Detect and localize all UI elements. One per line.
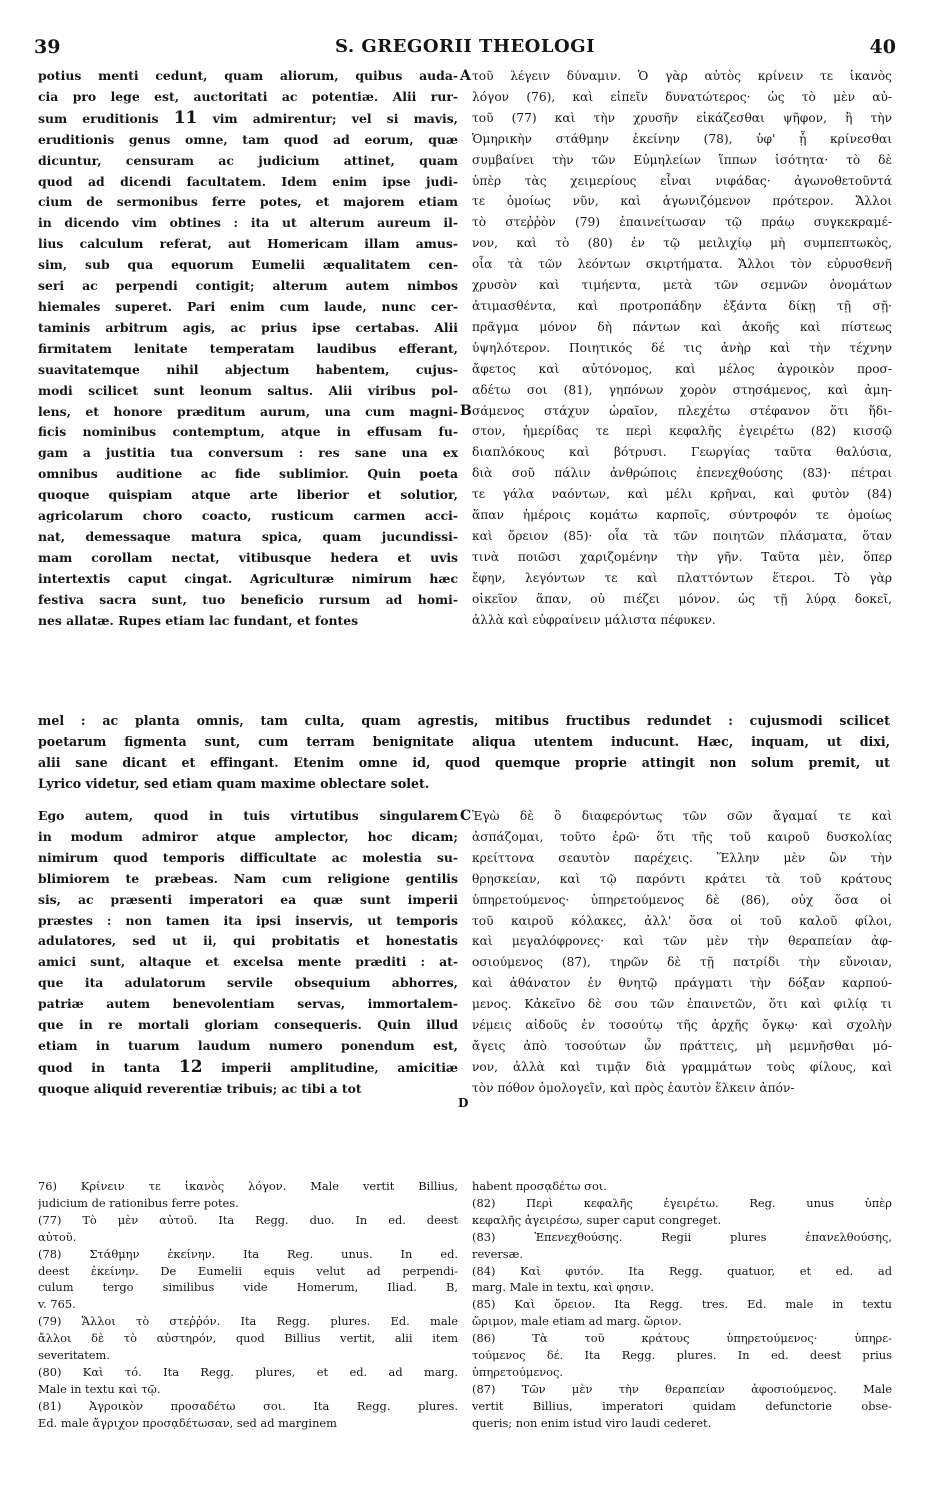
latin-text-line: Ego autem, quod in tuis virtutibus singularem [38, 808, 458, 823]
margin-letter-d: D [458, 1096, 469, 1110]
greek-text-line: τοῦ λέγειν δύναμιν. Ὁ γὰρ αὐτὸς κρίνειν τε ἱκανὸς [472, 69, 892, 83]
greek-text-line: ἅπαν ἡμέροις κομάτω καρποῖς, σύντροφόν τε ὁμοίως [472, 508, 892, 523]
latin-text-line: sum eruditionis 11 vim admirentur; vel si mavis, [38, 107, 458, 128]
greek-text-line: τοῦ καιροῦ κόλακες, ἀλλ' ὅσα οἱ τοῦ καλοῦ φίλοι, [472, 913, 892, 928]
latin-text-line: intertextis caput cingat. Agriculturæ nimirum hæc [38, 570, 458, 586]
greek-text-line: νον, καὶ τὸ (80) ἐν τῷ μειλιχίῳ μὴ συμπεπτωκὸς, [472, 236, 892, 251]
footnote-line: (84) Καὶ φυτόν. Ita Regg. quatuor, et ed. ad [472, 1263, 892, 1278]
latin-text-line: agricolarum choro coacto, rusticum carmen acci- [38, 508, 458, 524]
greek-text-line: σάμενος στάχυν ὡραῖον, πλεχέτω στέφανον ὅτι ἥδι- [472, 403, 892, 418]
latin-text-line: nat, demessaque matura spica, quam jucundissi- [38, 528, 458, 544]
running-header [34, 36, 896, 62]
latin-text-line: ficis nominibus contemptum, atque in effusam fu- [38, 424, 458, 440]
footnote-line: vertit Billius, imperatori quidam defunctorie obse- [472, 1398, 892, 1413]
greek-text-line: τε γάλα ναόντων, καὶ μέλι κρῆναι, καὶ φυτὸν (84) [472, 487, 892, 502]
latin-text-line: eruditionis genus omne, tam quod ad eorum, quæ [38, 131, 458, 147]
greek-text-line: τε ὁμοίως νῦν, καὶ ἀγωνιζόμενον πρότερον. Ἄλλοι [472, 194, 892, 209]
footnote-line: (82) Περὶ κεφαλῆς ἐγειρέτω. Reg. unus ὑπὲρ [472, 1195, 892, 1210]
greek-text-line: τινὰ ποιῶσι χαριζομένην τὴν γῆν. Ταῦτα μὲν, ὅπερ [472, 549, 892, 564]
greek-text-line: οσιούμενος (87), τηρῶν δὲ τῇ πατρίδι τὴν εὔνοιαν, [472, 955, 892, 970]
latin-text-line: modi scilicet sunt leonum saltus. Alii viribus pol- [38, 382, 458, 398]
greek-text-line: οἰκεῖον ἅπαν, οὐ πιέζει μόνον. ὡς τῇ λύρᾳ δοκεῖ, [472, 591, 892, 606]
running-title: S. GREGORII THEOLOGI [335, 36, 595, 57]
footnote-line: severitatem. [38, 1348, 110, 1363]
greek-text-line: μενος. Κἀκεῖνο δὲ σου τῶν ἐπαινετῶν, ὅτι καὶ φιλίᾳ τι [472, 997, 892, 1012]
greek-text-line: διαπλόκους καὶ βότρυσι. Γεωργίας ταῦτα θαλύσια, [472, 445, 892, 460]
latin-text-line: alii sane dicant et effingant. Etenim omne id, quod quemque proprie attingit non solum premit, ut [38, 754, 890, 770]
margin-letter-c: C [460, 808, 472, 824]
greek-text-line: συμβαίνει τὴν τῶν Εὐμηλείων ἵππων ἰσότητα· τὸ δὲ [472, 152, 892, 167]
latin-text-line: gam a justitia tua conversum : res sane una ex [38, 445, 458, 461]
latin-text-line: quoque quispiam atque arte liberior et solutior, [38, 487, 458, 503]
greek-text-line: λόγον (76), καὶ εἰπεῖν δυνατώτερος· ὡς τὸ μὲν αὐ- [472, 89, 892, 104]
latin-column-upper [38, 66, 458, 631]
footnote-line: (79) Ἄλλοι τὸ στεῤῥόν. Ita Regg. plures. Ed. male [38, 1314, 458, 1329]
latin-text-line: cia pro lege est, auctoritati ac potentiæ. Alii rur- [38, 88, 458, 104]
latin-text-line: adulatores, sed ut ii, qui probitatis et honestatis [38, 933, 458, 949]
footnote-line: reversæ. [472, 1246, 523, 1261]
footnote-line: habent προσᾳδέτω σοι. [472, 1179, 607, 1193]
greek-column-upper [472, 66, 892, 630]
latin-text-line: lens, et honore præditum aurum, una cum magni- [38, 403, 458, 419]
latin-text-line: amici sunt, altaque et excelsa mente præditi : at- [38, 954, 458, 970]
latin-text-line: quod in tanta 12 imperii amplitudine, amicitiæ [38, 1056, 458, 1077]
greek-text-line: ὑψηλότερον. Ποιητικός δέ τις ἀνὴρ καὶ τὴν τέχνην [472, 340, 892, 355]
page-number-left: 39 [34, 36, 61, 58]
latin-text-line: blimiorem te præbeas. Nam cum religione gentilis [38, 870, 458, 886]
footnote-line: ὥριμον, male etiam ad marg. ὥριον. [472, 1314, 682, 1329]
greek-text-line: οἷα τὰ τῶν λεόντων σκιρτήματα. Ἄλλοι τὸν εὐρυσθενῆ [472, 257, 892, 272]
greek-text-line: νέμεις αἰδοῦς ἐν τοσούτῳ τῆς ἀρχῆς ὄγκῳ· καὶ σχολὴν [472, 1018, 892, 1033]
footnote-line: (78) Στάθμην ἐκείνην. Ita Reg. unus. In ed. [38, 1246, 458, 1261]
greek-text-line: διὰ σοῦ πάλιν ἀνθρώποις ἐπενεχθούσης (83)· πέτραι [472, 466, 892, 481]
latin-text-line: quod ad dicendi facultatem. Idem enim ipse judi- [38, 173, 458, 189]
footnotes-right [472, 1178, 892, 1432]
footnote-line: τούμενος δέ. Ita Regg. plures. In ed. deest prius [472, 1348, 892, 1363]
footnote-line: queris; non enim istud viro laudi cederet. [472, 1415, 712, 1430]
greek-text-line: ἄγεις ἀπὸ τοσούτων ὧν πράττεις, μὴ μεμνῆσθαι μό- [472, 1038, 892, 1053]
latin-text-line: dicuntur, censuram ac judicium attinet, quam [38, 152, 458, 168]
latin-text-line: sim, sub qua equorum Eumelii æqualitatem cen- [38, 257, 458, 273]
page-number-right: 40 [869, 36, 896, 58]
latin-text-line: patriæ autem benevolentiam servas, immortalem- [38, 996, 458, 1012]
footnote-line: αὐτοῦ. [38, 1229, 77, 1244]
greek-text-line: αδέτω σοι (81), γηπόνων χορὸν στησάμενος, καὶ ἀμη- [472, 382, 892, 397]
latin-text-line: potius menti cedunt, quam aliorum, quibus auda- [38, 68, 458, 83]
footnote-line: ὑπηρετούμενος. [472, 1364, 564, 1379]
latin-text-line: in modum admiror atque amplector, hoc dicam; [38, 828, 458, 844]
footnote-line: v. 765. [38, 1297, 76, 1312]
latin-text-line: etiam in tuarum laudum numero ponendum est, [38, 1037, 458, 1053]
latin-text-line: firmitatem lenitate temperatam laudibus efferant, [38, 340, 458, 356]
latin-text-line: præstes : non tamen ita ipsi inservis, ut temporis [38, 912, 458, 928]
latin-full-width-paragraph [38, 711, 890, 795]
greek-text-line: καὶ ἀθάνατον ἐν θνητῷ πράγματι τὴν δόξαν καρπού- [472, 976, 892, 991]
column-number-marker: 12 [178, 1056, 203, 1077]
latin-text-line: Lyrico videtur, sed etiam quam maxime oblectare solet. [38, 775, 430, 791]
latin-text-line: lius calculum referat, aut Homericam illam amus- [38, 236, 458, 252]
greek-text-line: τὸ στεῤῥὸν (79) ἐπαινείτωσαν τῷ πράῳ συγκεκραμέ- [472, 215, 892, 230]
greek-text-line: τὸν πόθον ὁμολογεῖν, καὶ πρὸς ἑαυτὸν ἕλκειν ἀπόν- [472, 1080, 795, 1095]
latin-text-line: omnibus auditione ac fide sublimior. Quin poeta [38, 466, 458, 482]
greek-text-line: νον, ἀλλὰ καὶ τιμᾷν διὰ γραμμάτων τοὺς φίλους, καὶ [472, 1059, 892, 1074]
footnote-line: ἄλλοι δὲ τὸ αὐστηρόν, quod Billius vertit, alii item [38, 1331, 458, 1346]
greek-text-line: ἀσπάζομαι, τοῦτο ἐρῶ· ὅτι τῆς τοῦ καιροῦ δυσκολίας [472, 829, 892, 844]
margin-letter-a: A [460, 68, 471, 84]
latin-text-line: que ita adulatorum servile obsequium abhorres, [38, 975, 458, 991]
greek-text-line: ἔφην, λεγόντων τε καὶ πλαττόντων ἕτεροι. Τὸ γὰρ [472, 570, 892, 585]
footnote-line: (85) Καὶ ὄρειον. Ita Regg. tres. Ed. male in textu [472, 1297, 892, 1312]
footnote-line: deest ἐκείνην. De Eumelii equis velut ad perpendi- [38, 1263, 458, 1278]
latin-text-line: poetarum figmenta sunt, cum terram benignitate aliqua utentem inducunt. Hæc, inquam, ut dixi, [38, 733, 890, 749]
footnote-line: culum tergo similibus vide Homerum, Iliad. B, [38, 1280, 458, 1295]
greek-text-line: χρυσὸν καὶ τιμήεντα, μετὰ τῶν σεμνῶν ὀνομάτων [472, 278, 892, 293]
latin-text-line: nes allatæ. Rupes etiam lac fundant, et fontes [38, 612, 359, 628]
column-number-marker: 11 [173, 107, 198, 128]
footnote-line: (81) Ἀγροικὸν προσαδέτω σοι. Ita Regg. plures. [38, 1398, 458, 1413]
latin-text-line: in dicendo vim obtines : ita ut alterum aureum il- [38, 215, 458, 231]
footnotes-left [38, 1178, 458, 1432]
greek-text-line: ὑπηρετούμενος· ὑπηρετούμενος δὲ (86), οὐχ ὅσα οἱ [472, 892, 892, 907]
greek-text-line: ἄφετος καὶ αὐτόνομος, καὶ μέλος ἀγροικὸν προσ- [472, 361, 892, 376]
greek-text-line: ὑπὲρ τὰς χειμερίους εἶναι νιφάδας· ἀγωνοθετοῦντά [472, 173, 892, 188]
latin-text-line: suavitatemque nihil abjectum habentem, cujus- [38, 361, 458, 377]
footnote-line: (87) Τῶν μὲν τὴν θεραπείαν ἀφοσιούμενος. Male [472, 1381, 892, 1396]
latin-text-line: taminis arbitrum agis, ac prius ipse certabas. Alii [38, 319, 458, 335]
greek-text-line: πρᾶγμα μόνον δὴ πάντων καὶ ἀκοῆς καὶ πίστεως [472, 319, 892, 334]
latin-text-line: que in re mortali gloriam consequeris. Quin illud [38, 1017, 458, 1033]
latin-text-line: mel : ac planta omnis, tam culta, quam agrestis, mitibus fructibus redundet : cujusmodi scilicet [38, 713, 890, 728]
footnote-line: marg. Male in textu, καὶ φησιν. [472, 1280, 655, 1295]
greek-text-line: Ὁμηρικὴν στάθμην ἐκείνην (78), ὑφ' ᾗ κρίνεσθαι [472, 131, 892, 146]
latin-text-line: sis, ac præsenti imperatori ea quæ sunt imperii [38, 891, 458, 907]
latin-text-line: festiva sacra sunt, tuo beneficio rursum ad homi- [38, 591, 458, 607]
footnote-line: (77) Τὸ μὲν αὐτοῦ. Ita Regg. duo. In ed. deest [38, 1212, 458, 1227]
footnote-line: Male in textu καὶ τῷ. [38, 1381, 161, 1396]
latin-text-line: quoque aliquid reverentiæ tribuis; ac tibi a tot [38, 1080, 362, 1096]
greek-text-line: ἀτιμασθέντα, καὶ προτροπάδην ἐξάντα δίκῃ τῇ σῇ· [472, 298, 892, 313]
latin-text-line: hiemales superet. Pari enim cum laude, nunc cer- [38, 298, 458, 314]
greek-text-line: κρείττονα σεαυτὸν παρέχεις. Ἕλλην μὲν ὢν τὴν [472, 850, 892, 865]
greek-text-line: θρησκείαν, καὶ τῷ παρόντι κράτει τὰ τοῦ κράτους [472, 871, 892, 886]
footnote-line: κεφαλῆς ἀγειρέσω, super caput congreget. [472, 1212, 722, 1227]
latin-text-line: seri ac perpendi contigit; alterum autem nimbos [38, 278, 458, 294]
greek-text-line: τοῦ (77) καὶ τὴν χρυσῆν εἰκάζεσθαι ψῆφον, ἢ τὴν [472, 110, 892, 125]
greek-text-line: ἀλλὰ καὶ εὐφραίνειν μάλιστα πέφυκεν. [472, 612, 716, 627]
greek-text-line: καὶ μεγαλόφρονες· καὶ τῶν μὲν τὴν θεραπείαν ἀφ- [472, 934, 892, 949]
greek-text-line: Ἐγὼ δὲ ὃ διαφερόντως τῶν σῶν ἄγαμαί τε καὶ [472, 809, 892, 823]
footnote-line: judicium de rationibus ferre potes. [38, 1195, 239, 1210]
footnote-line: Ed. male ἄγριχον προσᾳδέτωσαν, sed ad marginem [38, 1415, 337, 1430]
greek-text-line: καὶ ὄρειον (85)· οἷα τὰ τῶν ποιητῶν πλάσματα, ὅταν [472, 528, 892, 543]
latin-text-line: mam corollam nectat, vitibusque hedera et uvis [38, 549, 458, 565]
latin-column-lower [38, 806, 458, 1100]
footnote-line: 76) Κρίνειν τε ἱκανὸς λόγον. Male vertit Billius, [38, 1179, 458, 1193]
footnote-line: (83) Ἐπενεχθούσης. Regii plures ἐπανελθούσης, [472, 1229, 892, 1244]
greek-column-lower [472, 806, 892, 1099]
margin-letter-b: B [460, 403, 472, 419]
footnote-line: (86) Τὰ τοῦ κράτους ὑπηρετούμενος· ὑπηρε- [472, 1331, 892, 1346]
footnote-line: (80) Καὶ τό. Ita Regg. plures, et ed. ad marg. [38, 1364, 458, 1379]
greek-text-line: στον, ἡμερίδας τε περὶ κεφαλῆς ἐγειρέτω (82) κισσῷ [472, 424, 892, 439]
latin-text-line: cium de sermonibus ferre potes, et majorem etiam [38, 194, 458, 210]
latin-text-line: nimirum quod temporis difficultate ac molestia su- [38, 849, 458, 865]
